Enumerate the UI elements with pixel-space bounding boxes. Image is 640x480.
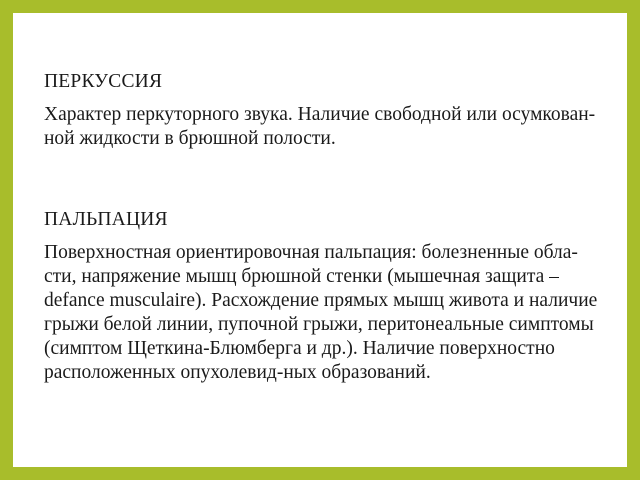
palpation-text: Поверхностная ориентировочная пальпация: болезненные обла-сти, напряжение мышц брюшной стенки (мышечная защита – defance musculaire). Расхождение прямых мышц живота и наличие грыжи белой линии, пупочной грыжи, перитонеальные симптомы (симптом Щеткина-Блюмберга и др.). Наличие поверхностно расположенных опухолевид-ных образований. bbox=[44, 242, 598, 383]
section-spacer bbox=[44, 151, 604, 208]
palpation-heading: ПАЛЬПАЦИЯ bbox=[44, 209, 168, 230]
percussion-heading: ПЕРКУССИЯ bbox=[44, 71, 163, 92]
percussion-text: Характер перкуторного звука. Наличие свободной или осумкован-ной жидкости в брюшной полости. bbox=[44, 104, 596, 149]
slide-frame bbox=[13, 13, 627, 467]
slide-content bbox=[44, 70, 604, 385]
